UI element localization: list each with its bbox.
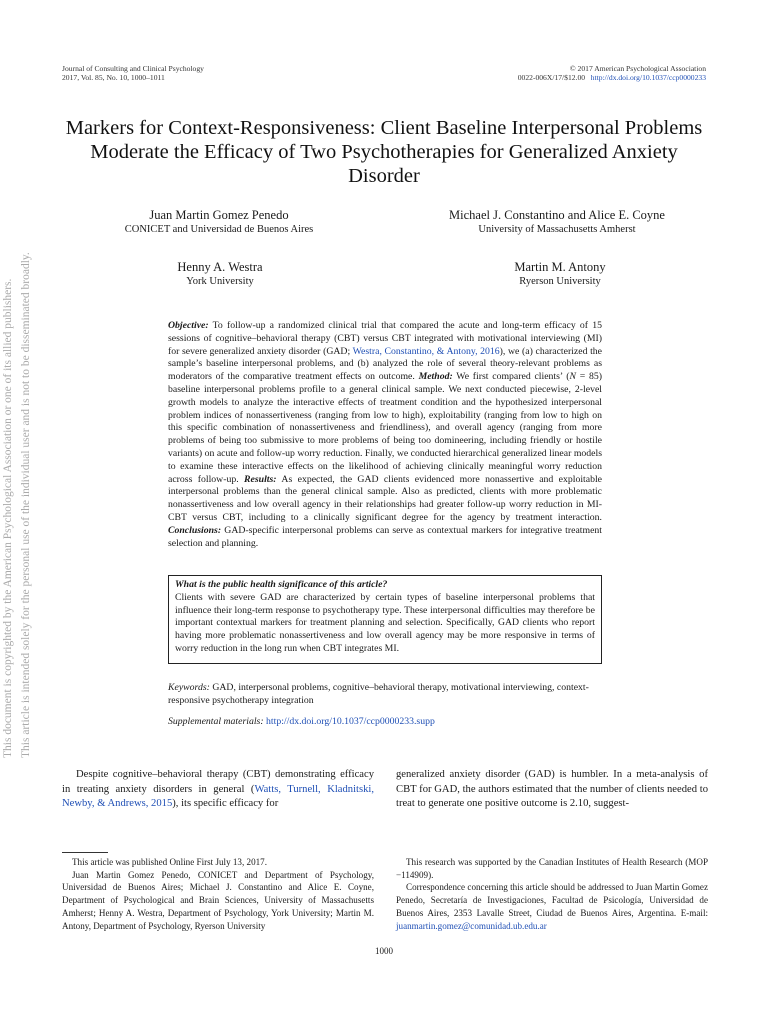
issn: 0022-006X/17/$12.00 xyxy=(517,73,586,82)
conclusions-label: Conclusions: xyxy=(168,524,222,536)
citation-link[interactable]: Watts, Turnell, Kladnitski, Newby, & Andrews, 2015 xyxy=(62,783,374,809)
supplemental-label: Supplemental materials: xyxy=(168,716,264,727)
abstract xyxy=(168,320,602,550)
journal-name: Journal of Consulting and Clinical Psychology xyxy=(62,64,204,73)
affiliations-note: Juan Martin Gomez Penedo, CONICET and Department of Psychology, Universidad de Buenos Aires; Michael J. Constantino and Alice E. Coyne, Department of Psychological and Brain Sciences, University of Massachusetts Amherst; Henny A. Westra, Department of Psychology, York University; Martin M. Antony, Department of Psychology, Ryerson University xyxy=(62,869,374,931)
page-number: 1000 xyxy=(375,946,393,956)
side-usage-notice: This article is intended solely for the personal use of the individual user and is not to be disseminated broadly. xyxy=(20,252,32,758)
significance-text: Clients with severe GAD are characterized by certain types of baseline interpersonal problems that influence their long-term response to psychotherapy type. These interpersonal difficulties may therefore be important contextual markers for treatment planning and selection. Specifically, GAD clients who report having more problematic nonassertiveness and low overall agency may be more responsive in terms of worry reduction in the long run when CBT integrates MI. xyxy=(175,591,595,654)
doi-link[interactable]: http://dx.doi.org/10.1037/ccp0000233 xyxy=(590,73,706,82)
keywords xyxy=(168,682,602,708)
journal-header xyxy=(62,64,204,82)
funding-note: This research was supported by the Canadian Institutes of Health Research (MOP −114909). xyxy=(396,857,708,880)
author-name: Martin M. Antony xyxy=(514,260,606,274)
correspondence-note xyxy=(396,881,708,932)
keywords-text: GAD, interpersonal problems, cognitive–behavioral therapy, motivational interviewing, context-responsive psychotherapy integration xyxy=(168,682,589,706)
copyright-header xyxy=(518,64,706,82)
body-text: Despite cognitive–behavioral therapy (CBT) demonstrating efficacy in treating anxiety disorders in general ( xyxy=(62,769,374,795)
author-affiliation: University of Massachusetts Amherst xyxy=(478,224,636,235)
author-affiliation: York University xyxy=(186,276,254,287)
correspondence-text: Correspondence concerning this article should be addressed to Juan Martin Gomez Penedo, Secretaría de Investigaciones, Facultad de Psicología, Universidad de Buenos Aires, 2353 Lavalle Street, Ciudad de Buenos Aires, Argentina. E-mail: xyxy=(396,882,708,918)
author-name: Juan Martin Gomez Penedo xyxy=(149,208,289,222)
objective-text: To follow-up a randomized clinical trial that compared the acute and long-term efficacy of 15 sessions of cognitive–behavioral therapy (CBT) versus CBT integrated with motivational interviewing (MI) for severe generalized anxiety disorder (GAD; xyxy=(168,320,602,357)
body-column-right: generalized anxiety disorder (GAD) is humbler. In a meta-analysis of CBT for GAD, the authors estimated that the number of clients needed to treat to generate one positive outcome is 2.10, suggest- xyxy=(396,769,708,809)
footnote-divider xyxy=(62,852,108,853)
author-affiliation: CONICET and Universidad de Buenos Aires xyxy=(124,224,314,235)
footnotes-right xyxy=(396,856,708,932)
author-block-4 xyxy=(460,260,660,288)
supplemental-materials xyxy=(168,716,602,729)
results-text: As expected, the GAD clients evidenced more nonassertive and exploitable interpersonal problems than the general clinical sample. Also as predicted, clients with more problematic nonassertiveness and low overall agency in their relationships had greater follow-up worry reduction in MI-CBT versus CBT, including to a clinically significant degree for the agency by treatment interaction. xyxy=(168,473,602,523)
body-column-left xyxy=(62,768,374,812)
author-name: Michael J. Constantino and Alice E. Coyne xyxy=(449,208,665,222)
author-name: Henny A. Westra xyxy=(177,260,263,274)
method-label: Method: xyxy=(418,371,453,383)
published-note: This article was published Online First July 13, 2017. xyxy=(72,857,267,867)
method-text: We first compared clients’ ( xyxy=(452,371,570,383)
supplemental-link[interactable]: http://dx.doi.org/10.1037/ccp0000233.supp xyxy=(266,716,435,727)
conclusions-text: GAD-specific interpersonal problems can serve as contextual markers for integrative treatment selection and planning. xyxy=(168,524,602,549)
email-link[interactable]: juanmartin.gomez@comunidad.ub.edu.ar xyxy=(396,920,547,931)
results-label: Results: xyxy=(244,473,277,485)
significance-box xyxy=(168,575,602,664)
copyright-line: © 2017 American Psychological Association xyxy=(569,64,706,73)
keywords-label: Keywords: xyxy=(168,682,210,693)
issn-doi-line xyxy=(518,73,706,82)
objective-label: Objective: xyxy=(168,320,209,331)
footnotes-left xyxy=(62,856,374,932)
author-block-2 xyxy=(406,208,708,236)
body-text-cont: ), its specific efficacy for xyxy=(172,798,279,809)
citation-link[interactable]: Westra, Constantino, & Antony, 2016 xyxy=(352,345,500,357)
article-title: Markers for Context-Responsiveness: Client Baseline Interpersonal Problems Moderate the Efficacy of Two Psychotherapies for Generalized Anxiety Disorder xyxy=(65,117,703,187)
objective-text-cont: ), we (a) characterized the sample’s baseline interpersonal problems, and (b) analyzed the role of several theory-relevant problems as moderators of the comparative treatment effects on outcome. xyxy=(168,345,603,383)
method-text-cont: = 85) baseline interpersonal problems profile to a general clinical sample. We next conducted piecewise, 2-level growth models to analyze the interactive effects of treatment condition and the hypothesized interpersonal problem indices of nonassertiveness (ranging from low to high), exploitability (ranging from low to high on this specific combination of nonassertiveness and friendliness), and overall agency (ranging from more problems of being too submissive to more problems of being too domineering, including friendly or hostile variants) on acute and follow-up worry reduction. Finally, we conducted hierarchical generalized linear models to examine these interactive effects on the likelihood of achieving clinically meaningful worry reduction across follow-up. xyxy=(168,371,602,485)
side-copyright-notice: This document is copyrighted by the American Psychological Association or one of its allied publishers. xyxy=(2,278,14,758)
author-block-1 xyxy=(96,208,342,236)
author-affiliation: Ryerson University xyxy=(519,276,601,287)
significance-heading: What is the public health significance of this article? xyxy=(175,579,388,590)
journal-volume: 2017, Vol. 85, No. 10, 1000–1011 xyxy=(62,73,165,82)
author-block-3 xyxy=(120,260,320,288)
sample-size-symbol: N xyxy=(569,371,576,383)
